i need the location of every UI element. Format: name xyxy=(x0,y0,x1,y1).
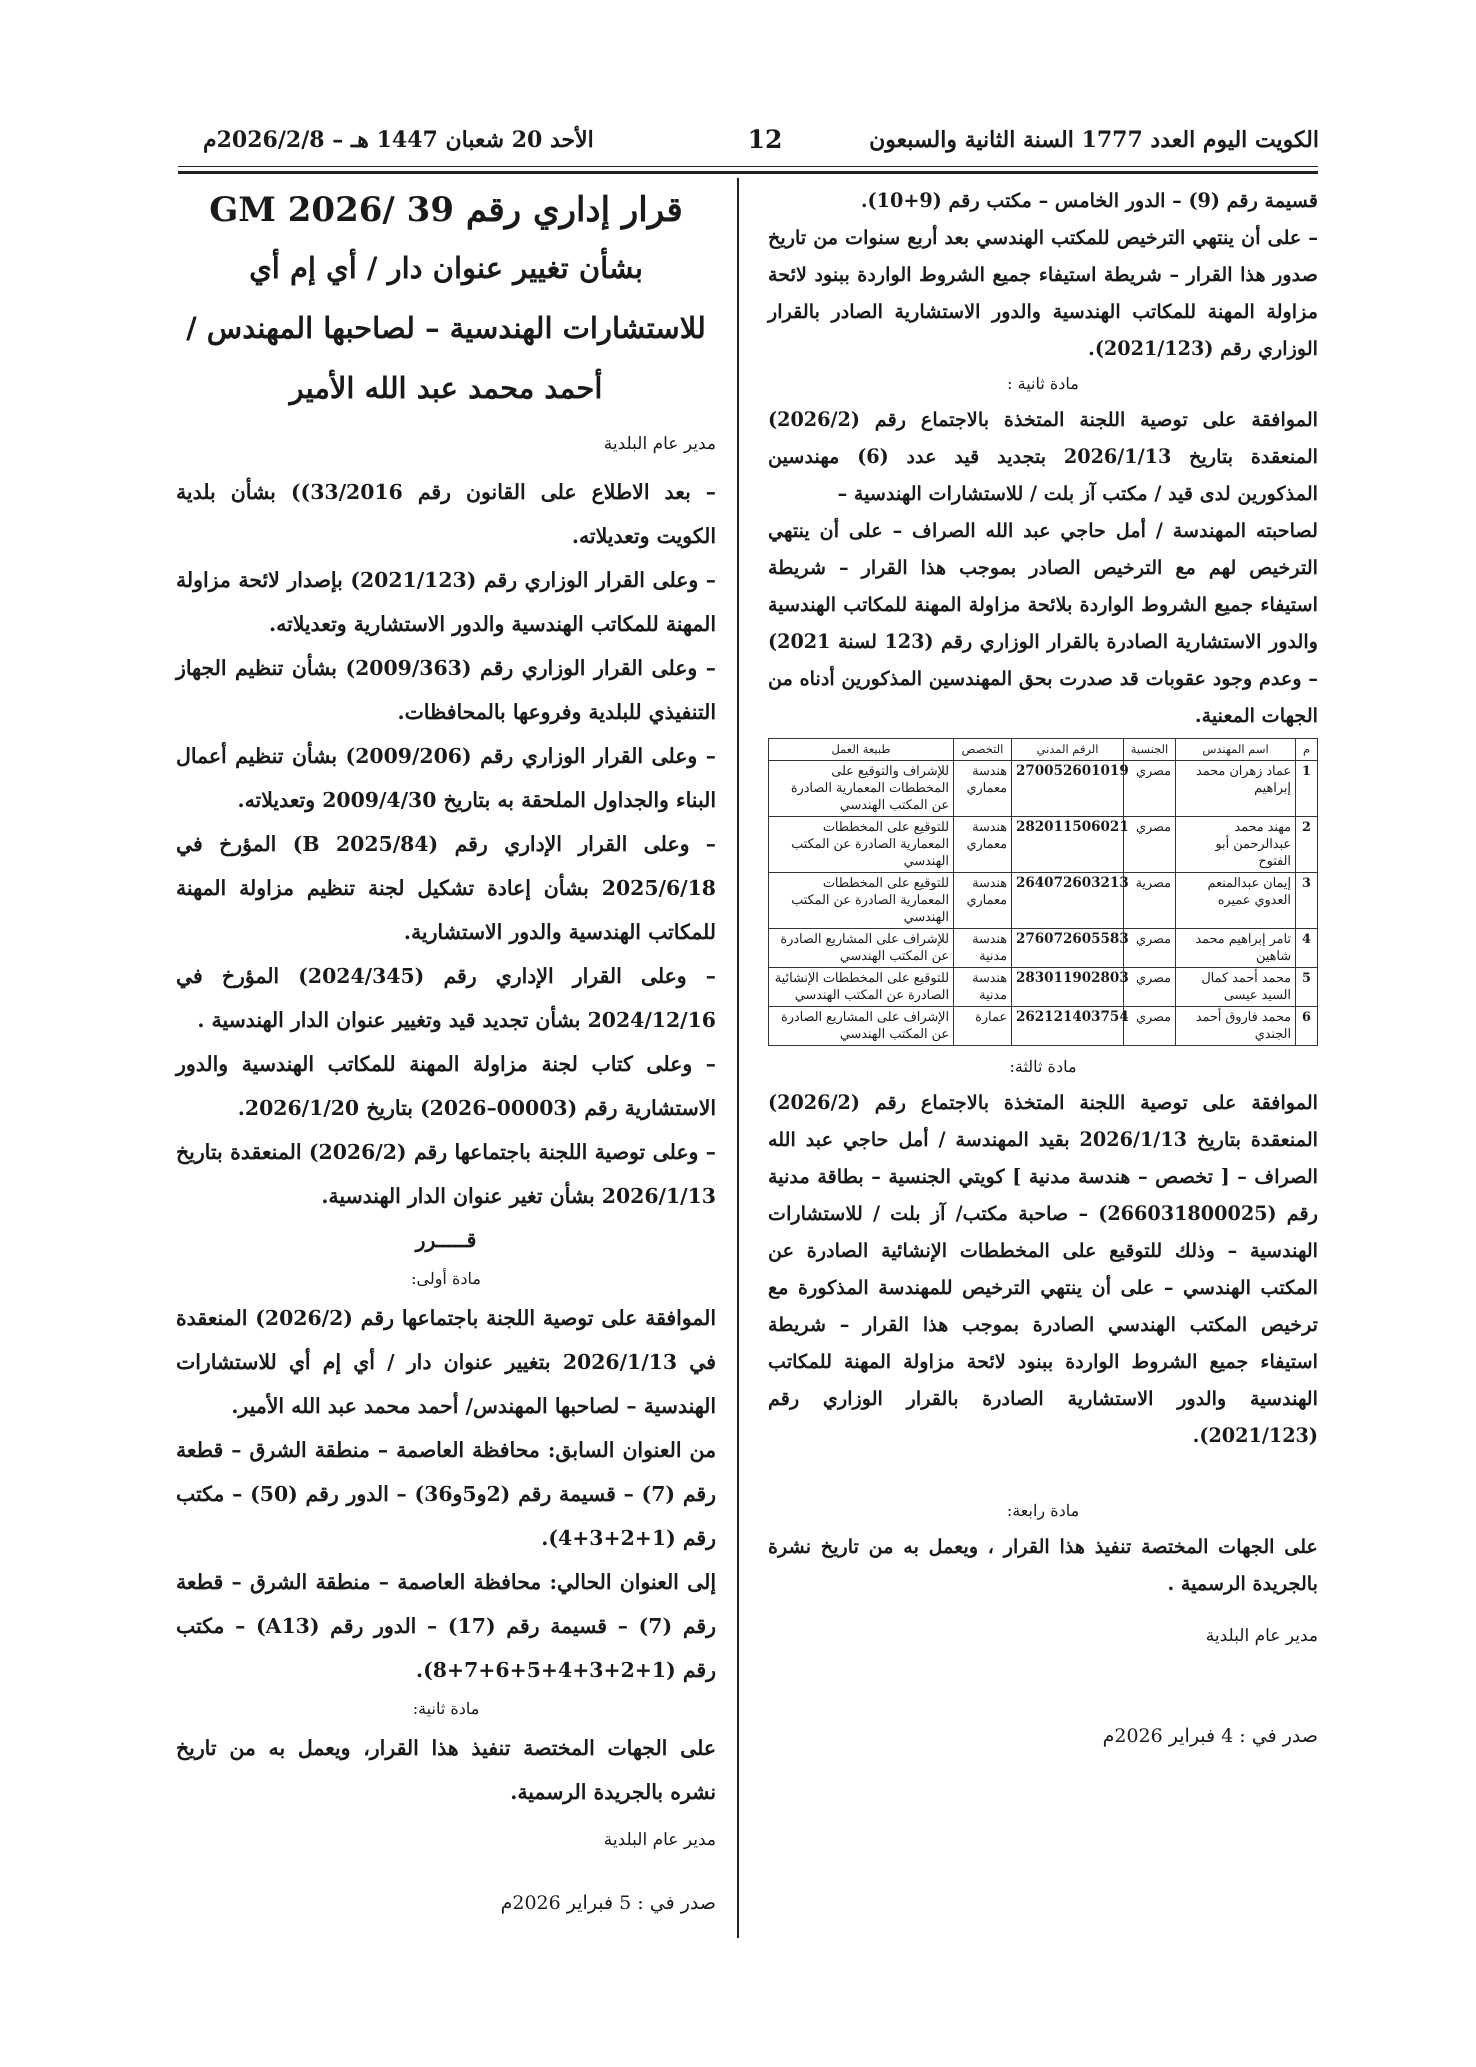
signature-right: مدير عام البلدية xyxy=(1205,1626,1318,1646)
specialty: هندسة معماري xyxy=(954,761,1012,817)
engineer-name: عماد زهران محمد إبراهيم xyxy=(1176,761,1296,817)
header-civil-id: الرقم المدني xyxy=(1012,739,1124,761)
engineer-name: إيمان عبدالمنعم العدوي عميره xyxy=(1176,873,1296,929)
civil-id: 264072603213 xyxy=(1012,873,1124,929)
recital: – وعلى توصية اللجنة باجتماعها رقم (2026/2) المنعقدة بتاريخ 2026/1/13 بشأن تغير عنوان الدار الهندسية. xyxy=(176,1140,716,1208)
engineer-name: تامر إبراهيم محمد شاهين xyxy=(1176,929,1296,968)
issuer: مدير عام البلدية xyxy=(603,434,716,454)
article-one-heading: مادة أولى: xyxy=(411,1269,481,1288)
specialty: هندسة معماري xyxy=(954,873,1012,929)
nationality: مصري xyxy=(1124,761,1176,817)
specialty: عمارة xyxy=(954,1007,1012,1046)
recital: – وعلى كتاب لجنة مزاولة المهنة للمكاتب الهندسية والدور الاستشارية رقم (00003–2026) بتاريخ 2026/1/20. xyxy=(176,1052,716,1120)
article-three-heading: مادة ثالثة: xyxy=(1009,1057,1077,1076)
continuation-license-text: – على أن ينتهي الترخيص للمكتب الهندسي بعد أربع سنوات من تاريخ صدور هذا القرار – شريطة استيفاء جميع الشروط الواردة ببنود لائحة مزاولة المهنة للمكاتب الهندسية والدور الاستشارية الصادر بالقرار الوزاري رقم (2021/123). xyxy=(768,226,1318,360)
signature-left: مدير عام البلدية xyxy=(603,1830,716,1850)
specialty: هندسة مدنية xyxy=(954,968,1012,1007)
article-two-heading: مادة ثانية : xyxy=(1007,374,1079,393)
table-row xyxy=(769,873,1318,929)
header-nationality: الجنسية xyxy=(1124,739,1176,761)
row-index: 4 xyxy=(1296,929,1318,968)
decides-heading: قـــــرر xyxy=(415,1228,477,1252)
issued-date-left: صدر في : 5 فبراير 2026م xyxy=(500,1892,716,1914)
table-row xyxy=(769,968,1318,1007)
header-rule-thick xyxy=(178,171,1318,174)
row-index: 2 xyxy=(1296,817,1318,873)
recital: – وعلى القرار الإداري رقم (2024/345) المؤرخ في 2024/12/16 بشأن تجديد قيد وتغيير عنوان الدار الهندسية . xyxy=(176,964,716,1032)
specialty: هندسة مدنية xyxy=(954,929,1012,968)
nationality: مصري xyxy=(1124,1007,1176,1046)
page-number: 12 xyxy=(747,125,783,154)
civil-id: 282011506021 xyxy=(1012,817,1124,873)
old-address: من العنوان السابق: محافظة العاصمة – منطقة الشرق – قطعة رقم (7) – قسيمة رقم (2و5و36) – الدور رقم (50) – مكتب رقم (1+2+3+4). xyxy=(176,1438,717,1550)
civil-id: 262121403754 xyxy=(1012,1007,1124,1046)
header-issue-info: الكويت اليوم العدد 1777 السنة الثانية والسبعون xyxy=(869,127,1319,153)
nationality: مصري xyxy=(1124,929,1176,968)
work-nature: للإشراف على المشاريع الصادرة عن المكتب الهندسي xyxy=(769,929,954,968)
table-row xyxy=(769,761,1318,817)
header-specialty: التخصص xyxy=(954,739,1012,761)
recital: – وعلى القرار الوزاري رقم (2021/123) بإصدار لائحة مزاولة المهنة للمكاتب الهندسية والدور الاستشارية وتعديلاته. xyxy=(176,568,717,636)
nationality: مصري xyxy=(1124,817,1176,873)
recital: – وعلى القرار الإداري رقم (B 2025/84) المؤرخ في 2025/6/18 بشأن إعادة تشكيل لجنة تنظيم مزاولة المهنة للمكاتب الهندسية والدور الاستشارية. xyxy=(176,832,716,944)
header-engineer-name: اسم المهندس xyxy=(1176,739,1296,761)
header-date: الأحد 20 شعبان 1447 هـ – 2026/2/8م xyxy=(203,127,594,153)
new-address: إلى العنوان الحالي: محافظة العاصمة – منطقة الشرق – قطعة رقم (7) – قسيمة رقم (17) – الدور رقم (A13) – مكتب رقم (1+2+3+4+5+6+7+8). xyxy=(176,1570,717,1682)
row-index: 3 xyxy=(1296,873,1318,929)
work-nature: الإشراف على المشاريع الصادرة عن المكتب الهندسي xyxy=(769,1007,954,1046)
work-nature: للإشراف والتوقيع على المخططات المعمارية الصادرة عن المكتب الهندسي xyxy=(769,761,954,817)
row-index: 1 xyxy=(1296,761,1318,817)
specialty: هندسة معماري xyxy=(954,817,1012,873)
article-four-heading: مادة رابعة: xyxy=(1006,1501,1080,1520)
engineer-name: محمد فاروق أحمد الجندي xyxy=(1176,1007,1296,1046)
article-two-paragraph-left: على الجهات المختصة تنفيذ هذا القرار، ويعمل به من تاريخ نشره بالجريدة الرسمية. xyxy=(176,1736,716,1804)
work-nature: للتوقيع على المخططات المعمارية الصادرة عن المكتب الهندسي xyxy=(769,873,954,929)
recital: – وعلى القرار الوزاري رقم (2009/363) بشأن تنظيم الجهاز التنفيذي للبلدية وفروعها بالمحافظات. xyxy=(176,656,716,724)
decision-title: قرار إداري رقم 39 /2026 GM xyxy=(209,190,683,230)
engineers-table-header xyxy=(769,739,1318,761)
table-row xyxy=(769,929,1318,968)
civil-id: 283011902803 xyxy=(1012,968,1124,1007)
recital: – وعلى القرار الوزاري رقم (2009/206) بشأن تنظيم أعمال البناء والجداول الملحقة به بتاريخ 2009/4/30 وتعديلاته. xyxy=(176,744,716,812)
work-nature: للتوقيع على المخططات المعمارية الصادرة عن المكتب الهندسي xyxy=(769,817,954,873)
continuation-address: قسيمة رقم (9) – الدور الخامس – مكتب رقم (9+10). xyxy=(860,189,1318,212)
header-work-nature: طبيعة العمل xyxy=(769,739,954,761)
nationality: مصرية xyxy=(1124,873,1176,929)
column-divider xyxy=(737,178,739,1938)
left-column xyxy=(176,182,716,1942)
decision-subtitle: بشأن تغيير عنوان دار / أي إم أي للاستشارات الهندسية – لصاحبها المهندس / أحمد محمد عبد الله الأمير xyxy=(186,251,706,405)
header-rule xyxy=(178,166,1318,167)
engineers-table xyxy=(768,738,1318,1046)
article-three-paragraph: الموافقة على توصية اللجنة المتخذة بالاجتماع رقم (2026/2) المنعقدة بتاريخ 2026/1/13 بقيد المهندسة / أمل حاجي عبد الله الصراف – [ تخصص – هندسة مدنية ] كويتي الجنسية – بطاقة مدنية رقم (266031800025) – صاحبة مكتب/ آز بلت / للاستشارات الهندسية – وذلك للتوقيع على المخططات الإنشائية الصادرة عن المكتب الهندسي – على أن ينتهي الترخيص للمهندسة المذكورة مع ترخيص المكتب الهندسي الصادرة بموجب هذا القرار – شريطة استيفاء جميع الشروط الواردة ببنود لائحة مزاولة المهنة للمكاتب الهندسية والدور الاستشارية الصادرة بالقرار الوزاري رقم (2021/123). xyxy=(768,1091,1318,1447)
row-index: 6 xyxy=(1296,1007,1318,1046)
article-two-paragraph-2: لصاحبته المهندسة / أمل حاجي عبد الله الصراف – على أن ينتهي الترخيص لهم مع الترخيص الصادر بموجب هذا القرار – شريطة استيفاء جميع الشروط الواردة بلائحة مزاولة المهنة للمكاتب الهندسية والدور الاستشارية الصادرة بالقرار الوزاري رقم (123 لسنة 2021) – وعدم وجود عقوبات قد صدرت بحق المهندسين المذكورين أدناه من الجهات المعنية. xyxy=(768,519,1318,727)
civil-id: 270052601019 xyxy=(1012,761,1124,817)
right-column xyxy=(768,182,1318,1942)
article-two-paragraph-1: الموافقة على توصية اللجنة المتخذة بالاجتماع رقم (2026/2) المنعقدة بتاريخ 2026/1/13 بتجديد قيد عدد (6) مهندسين المذكورين لدى قيد / مكتب آز بلت / للاستشارات الهندسية – xyxy=(768,408,1318,505)
work-nature: للتوقيع على المخططات الإنشائية الصادرة عن المكتب الهندسي xyxy=(769,968,954,1007)
article-two-heading-left: مادة ثانية: xyxy=(412,1699,480,1718)
row-index: 5 xyxy=(1296,968,1318,1007)
table-row xyxy=(769,1007,1318,1046)
recital: – بعد الاطلاع على القانون رقم 33/2016)) بشأن بلدية الكويت وتعديلاته. xyxy=(176,480,716,548)
article-four-paragraph: على الجهات المختصة تنفيذ هذا القرار ، ويعمل به من تاريخ نشرة بالجريدة الرسمية . xyxy=(768,1535,1318,1595)
civil-id: 276072605583 xyxy=(1012,929,1124,968)
engineer-name: مهند محمد عبدالرحمن أبو الفتوح xyxy=(1176,817,1296,873)
issued-date-right: صدر في : 4 فبراير 2026م xyxy=(1102,1725,1318,1747)
nationality: مصري xyxy=(1124,968,1176,1007)
header-index: م xyxy=(1296,739,1318,761)
engineer-name: محمد أحمد كمال السيد عيسى xyxy=(1176,968,1296,1007)
table-row xyxy=(769,817,1318,873)
article-one-paragraph: الموافقة على توصية اللجنة باجتماعها رقم (2026/2) المنعقدة في 2026/1/13 بتغيير عنوان دار / أي إم أي للاستشارات الهندسية – لصاحبها المهندس/ أحمد محمد عبد الله الأمير. xyxy=(176,1306,717,1418)
